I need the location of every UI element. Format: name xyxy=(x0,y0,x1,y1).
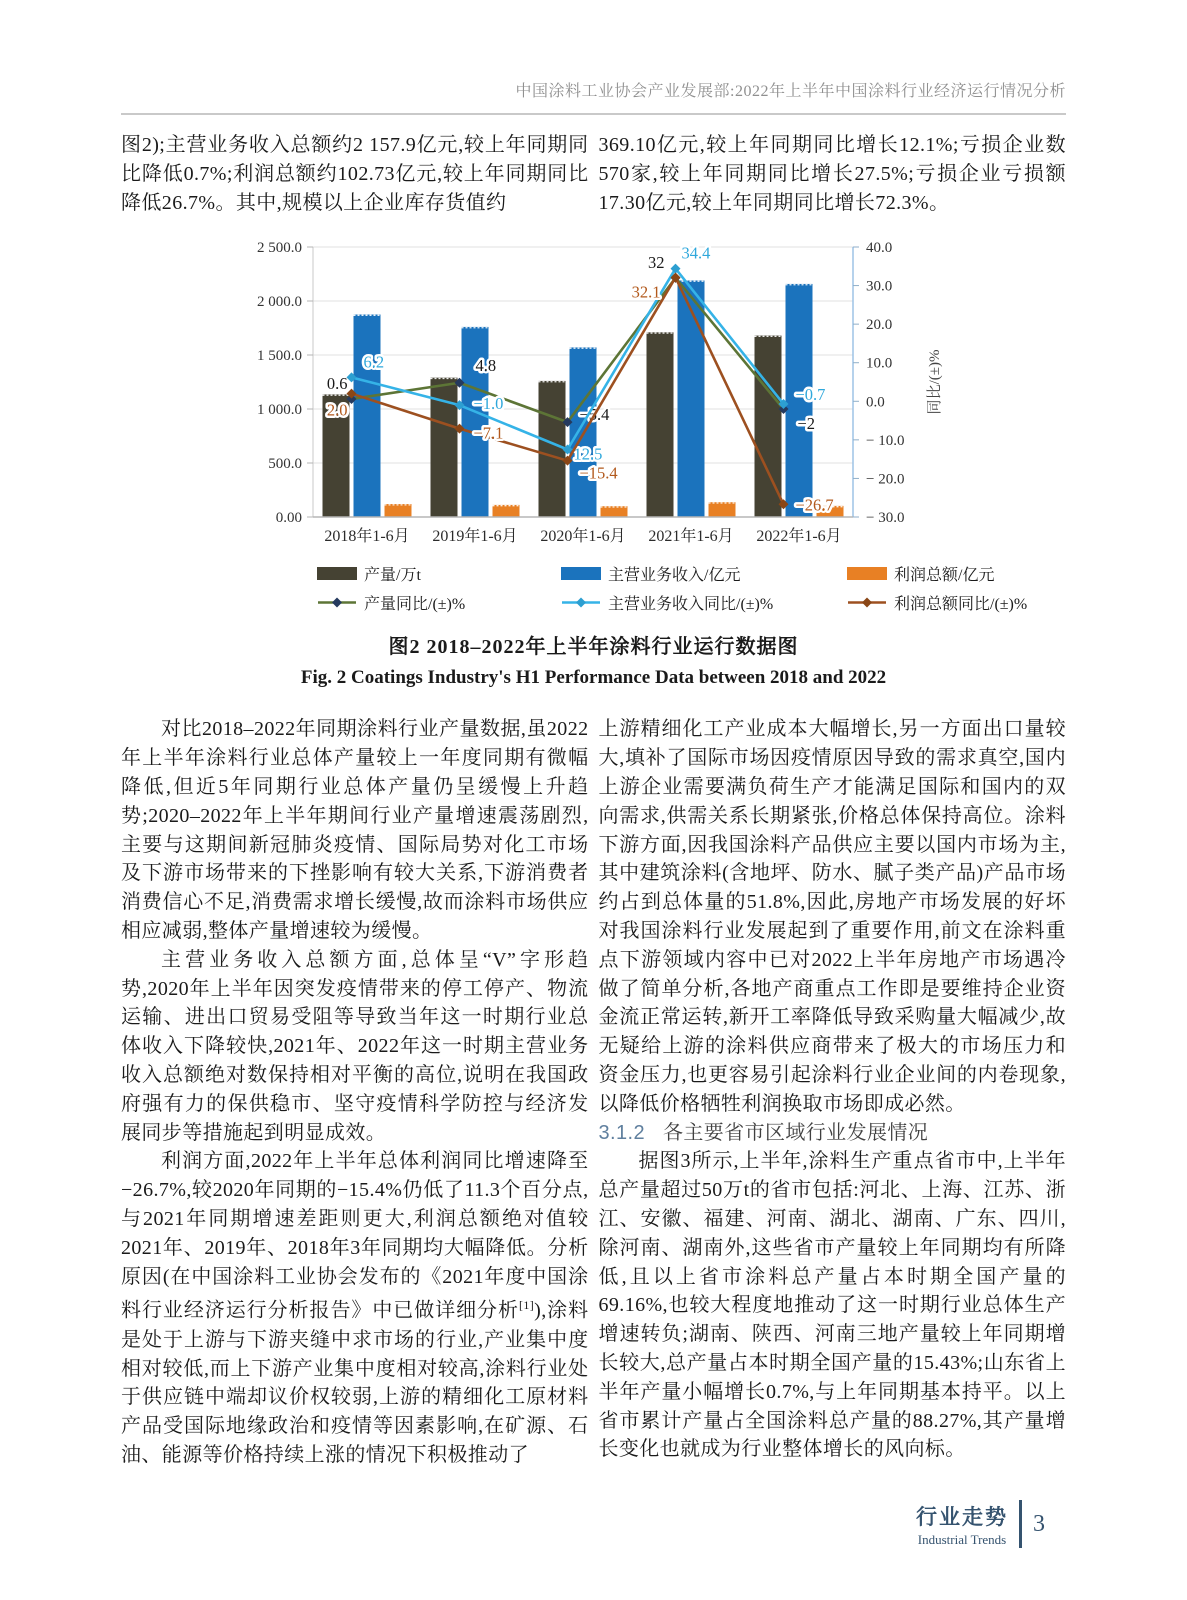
svg-text:−2: −2 xyxy=(797,414,816,434)
svg-text:− 10.0: − 10.0 xyxy=(866,433,905,450)
footer-section-zh: 行业走势 xyxy=(916,1504,1008,1529)
legend-item-5 xyxy=(561,591,847,614)
svg-text:12.5: 12.5 xyxy=(573,444,603,464)
intro-right-paragraph: 369.10亿元,较上年同期同比增长12.1%;亏损企业数570家,较上年同期同比增长27.5%;亏损企业亏损额17.30亿元,较上年同期同比增长72.3%。 xyxy=(598,134,1066,214)
header-rule xyxy=(121,113,1066,115)
legend-label: 产量同比/(±)% xyxy=(364,596,466,614)
svg-text:1 000.0: 1 000.0 xyxy=(257,402,302,419)
svg-text:2021年1-6月: 2021年1-6月 xyxy=(648,528,734,546)
svg-text:2 000.0: 2 000.0 xyxy=(257,294,302,311)
svg-text:−5.4: −5.4 xyxy=(579,405,610,425)
paragraph: 据图3所示,上半年,涂料生产重点省市中,上半年总产量超过50万t的省市包括:河北、上海、江苏、浙江、安徽、福建、河南、湖北、湖南、广东、四川,除河南、湖南外,这些省市产量较上年同期均有所降低,且以上省市涂料总产量占本时期全国产量的69.16%,也较大程度地推动了这一时期行业总体生产增速转负;湖南、陕西、河南三地产量较上年同期增长较大,总产量占本时期全国产量的15.43%;山东省上半年产量小幅增长0.7%,与上年同期基本持平。以上省市累计产量占全国涂料总产量的88.27%,其产量增长变化也就成为行业整体增长的风向标。 xyxy=(598,1150,1066,1461)
svg-text:32: 32 xyxy=(648,253,665,273)
legend-swatch-bar xyxy=(847,567,887,580)
legend-swatch-line xyxy=(561,596,601,609)
svg-text:1 500.0: 1 500.0 xyxy=(257,348,302,365)
section-title: 各主要省市区域行业发展情况 xyxy=(662,1121,929,1144)
bar-series-1 xyxy=(323,333,782,518)
svg-text:−26.7: −26.7 xyxy=(795,495,834,515)
figure-caption-en: Fig. 2 Coatings Industry's H1 Performance Data between 2018 and 2022 xyxy=(300,667,887,689)
paragraph-text: 利润方面,2022年上半年总体利润同比增速降至−26.7%,较2020年同期的−15.4%仍低了11.3个百分点,与2021年同期增速差距则更大,利润总额绝对值较2021年、2019年、2018年3年同期均大幅降低。分析原因(在中国涂料工业协会发布的《2021年度中国涂料行业经济运行分析报告》中已做详细分析 xyxy=(121,1150,589,1322)
svg-text:2019年1-6月: 2019年1-6月 xyxy=(432,528,518,546)
svg-text:30.0: 30.0 xyxy=(866,278,893,295)
legend-swatch-line xyxy=(847,596,887,609)
svg-text:2 500.0: 2 500.0 xyxy=(257,240,302,257)
svg-text:0.0: 0.0 xyxy=(866,394,885,411)
page-footer xyxy=(916,1500,1045,1548)
legend-item-1 xyxy=(317,562,561,585)
legend-swatch-bar xyxy=(561,567,601,580)
svg-text:2020年1-6月: 2020年1-6月 xyxy=(540,528,626,546)
figure-caption-zh: 图2 2018–2022年上半年涂料行业运行数据图 xyxy=(388,636,799,659)
section-number: 3.1.2 xyxy=(598,1121,645,1144)
chart-legend xyxy=(317,562,1037,614)
legend-swatch-bar xyxy=(317,567,357,580)
figure2-chart xyxy=(225,229,965,551)
right-column xyxy=(599,715,1067,1469)
paragraph xyxy=(121,1147,589,1469)
legend-label: 产量/万t xyxy=(364,567,421,585)
svg-text:500.0: 500.0 xyxy=(268,456,302,473)
svg-text:−7.1: −7.1 xyxy=(473,424,504,444)
paragraph: 主营业务收入总额方面,总体呈“V”字形趋势,2020年上半年因突发疫情带来的停工停产、物流运输、进出口贸易受阻等导致当年这一时期行业总体收入下降较快,2021年、2022年这一时期主营业务收入总额绝对数保持相对平衡的高位,说明在我国政府强有力的保供稳市、坚守疫情科学防控与经济发展同步等措施起到明显成效。 xyxy=(121,948,589,1144)
svg-text:同比/(±)%: 同比/(±)% xyxy=(927,349,943,415)
paragraph-text: ),涂料是处于上游与下游夹缝中求市场的行业,产业集中度相对较低,而上下游产业集中度相对较高,涂料行业处于供应链中端却议价权较弱,上游的精细化工原材料产品受国际地缘政治和疫情等因素影响,在矿源、石油、能源等价格持续上涨的情况下积极推动了 xyxy=(121,1299,589,1466)
svg-text:2.0: 2.0 xyxy=(326,400,348,420)
svg-text:− 20.0: − 20.0 xyxy=(866,471,905,488)
svg-text:−1.0: −1.0 xyxy=(473,394,504,414)
svg-text:0.6: 0.6 xyxy=(326,374,348,394)
figure2-chart-container xyxy=(225,229,965,556)
legend-item-6 xyxy=(847,591,1037,614)
intro-columns xyxy=(121,131,1066,217)
svg-text:0.00: 0.00 xyxy=(275,510,302,527)
svg-text:6.2: 6.2 xyxy=(363,352,385,372)
svg-text:4.8: 4.8 xyxy=(475,356,497,376)
legend-label: 利润总额同比/(±)% xyxy=(894,596,1028,614)
svg-text:−15.4: −15.4 xyxy=(579,464,618,484)
legend-label: 主营业务收入同比/(±)% xyxy=(608,596,774,614)
page-number: 3 xyxy=(1033,1510,1045,1537)
footer-section xyxy=(916,1501,1008,1548)
legend-label: 利润总额/亿元 xyxy=(894,567,995,585)
legend-swatch-line xyxy=(317,596,357,609)
svg-text:2022年1-6月: 2022年1-6月 xyxy=(756,528,842,546)
main-columns xyxy=(121,715,1066,1469)
svg-text:32.1: 32.1 xyxy=(631,282,661,302)
paragraph: 上游精细化工产业成本大幅增长,另一方面出口量较大,填补了国际市场因疫情原因导致的需求真空,国内上游企业需要满负荷生产才能满足国际和国内的双向需求,供需关系长期紧张,价格总体保持高位。涂料下游方面,因我国涂料产品供应主要以国内市场为主,其中建筑涂料(含地坪、防水、腻子类产品)产品市场约占到总体量的51.8%,因此,房地产市场发展的好坏对我国涂料行业发展起到了重要作用,前文在涂料重点下游领域内容中已对2022上半年房地产市场遇冷做了简单分析,各地产商重点工作即是要维持企业资金流正常运转,新开工率降低导致采购量大幅减少,故无疑给上游的涂料供应商带来了极大的市场压力和资金压力,也更容易引起涂料行业企业间的内卷现象,以降低价格牺牲利润换取市场即成必然。 xyxy=(598,718,1066,1115)
svg-text:10.0: 10.0 xyxy=(866,356,893,373)
legend-item-4 xyxy=(317,591,561,614)
svg-text:34.4: 34.4 xyxy=(681,243,711,263)
legend-item-2 xyxy=(561,562,847,585)
section-heading xyxy=(599,1119,1067,1148)
legend-item-3 xyxy=(847,562,1037,585)
svg-text:−0.7: −0.7 xyxy=(795,385,826,405)
paragraph: 对比2018–2022年同期涂料行业产量数据,虽2022年上半年涂料行业总体产量较上一年度同期有微幅降低,但近5年同期行业总体产量仍呈缓慢上升趋势;2020–2022年上半年期间行业产量增速震荡剧烈,主要与这期间新冠肺炎疫情、国际局势对化工市场及下游市场带来的下挫影响有较大关系,下游消费者消费信心不足,消费需求增长缓慢,故而涂料市场供应相应减弱,整体产量增速较为缓慢。 xyxy=(121,718,589,942)
legend-label: 主营业务收入/亿元 xyxy=(608,567,741,585)
footer-section-en: Industrial Trends xyxy=(917,1531,1007,1547)
svg-text:2018年1-6月: 2018年1-6月 xyxy=(324,528,410,546)
svg-text:20.0: 20.0 xyxy=(866,317,893,334)
intro-left-paragraph: 图2);主营业务收入总额约2 157.9亿元,较上年同期同比降低0.7%;利润总额约102.73亿元,较上年同期同比降低26.7%。其中,规模以上企业库存货值约 xyxy=(121,134,589,214)
left-column xyxy=(121,715,589,1469)
footer-divider xyxy=(1019,1500,1022,1548)
svg-text:− 30.0: − 30.0 xyxy=(866,510,905,527)
citation-mark: [1] xyxy=(518,1298,535,1313)
svg-text:40.0: 40.0 xyxy=(866,240,893,257)
running-title: 中国涂料工业协会产业发展部:2022年上半年中国涂料行业经济运行情况分析 xyxy=(515,83,1066,100)
